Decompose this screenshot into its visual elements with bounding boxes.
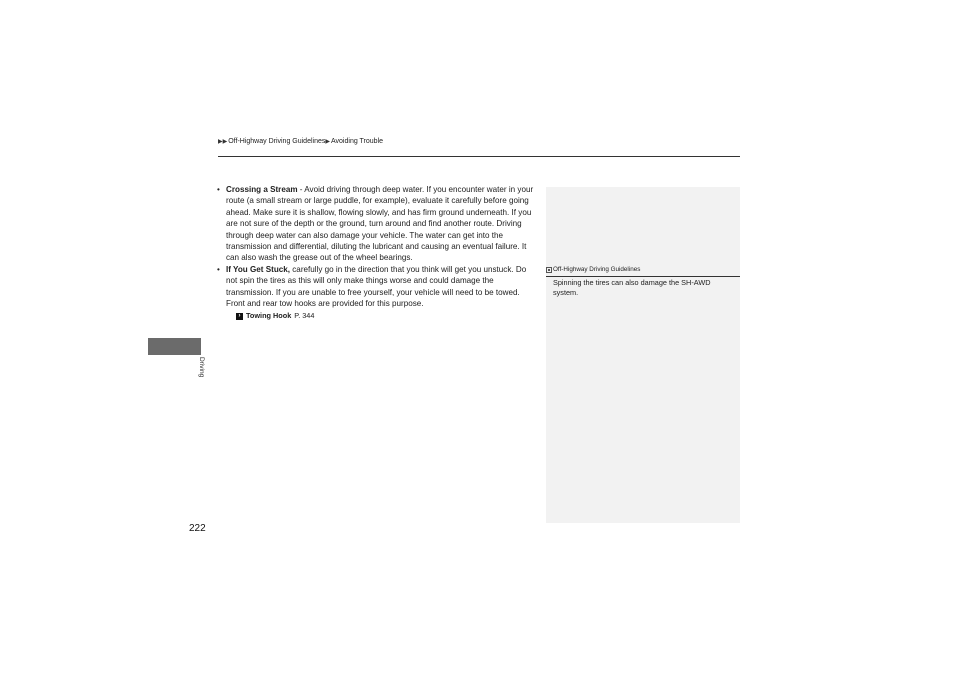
note-icon — [546, 267, 552, 273]
chapter-label: Driving — [198, 357, 205, 378]
xref-title[interactable]: Towing Hook — [246, 311, 292, 321]
triangle-icon: ▶ — [325, 139, 330, 145]
header-divider — [218, 156, 740, 157]
xref-page[interactable]: P. 344 — [294, 311, 315, 321]
bullet-if-stuck — [216, 264, 538, 310]
bullet-icon: • — [217, 185, 220, 194]
bullet-text: carefully go in the direction that you think will get you unstuck. Do not spin the tires as this will only make things worse and could damage the transmission. If you are unable to free yourself, your vehicle will need to be towed. Front and rear tow hooks are provided for this purpose. — [226, 264, 527, 309]
breadcrumb-section[interactable]: Off-Highway Driving Guidelines — [228, 138, 326, 145]
cross-reference-arrow-icon: › — [236, 313, 243, 320]
bullet-term: Crossing a Stream — [226, 185, 298, 194]
main-content — [216, 184, 538, 322]
note-title — [546, 266, 740, 273]
note-divider — [546, 276, 740, 277]
double-triangle-icon: ▶▶ — [218, 139, 228, 145]
chapter-tab — [148, 338, 201, 355]
page-number: 222 — [189, 523, 206, 534]
bullet-text: - Avoid driving through deep water. If you encounter water in your route (a small stream or large puddle, for example), evaluate it carefully before going ahead. Make sure it is shallow, flowing slowly, and has firm ground underneath. If you are not sure of the depth or the ground, turn around and find another route. Driving through deep water can also damage your vehicle. The water can get into the transmission and differential, diluting the lubricant and causing an eventual failure. It can also wash the grease out of the wheel bearings. — [226, 185, 534, 263]
side-note-panel — [546, 187, 740, 523]
xref-towing-hook[interactable] — [236, 310, 538, 321]
breadcrumb-subsection[interactable]: Avoiding Trouble — [331, 138, 384, 145]
bullet-crossing-stream — [216, 184, 538, 264]
breadcrumb — [218, 138, 383, 145]
bullet-term: If You Get Stuck, — [226, 264, 291, 274]
bullet-icon: • — [217, 264, 220, 274]
note-title-text: Off-Highway Driving Guidelines — [553, 266, 641, 273]
note-body: Spinning the tires can also damage the SH-AWD system. — [553, 278, 711, 297]
